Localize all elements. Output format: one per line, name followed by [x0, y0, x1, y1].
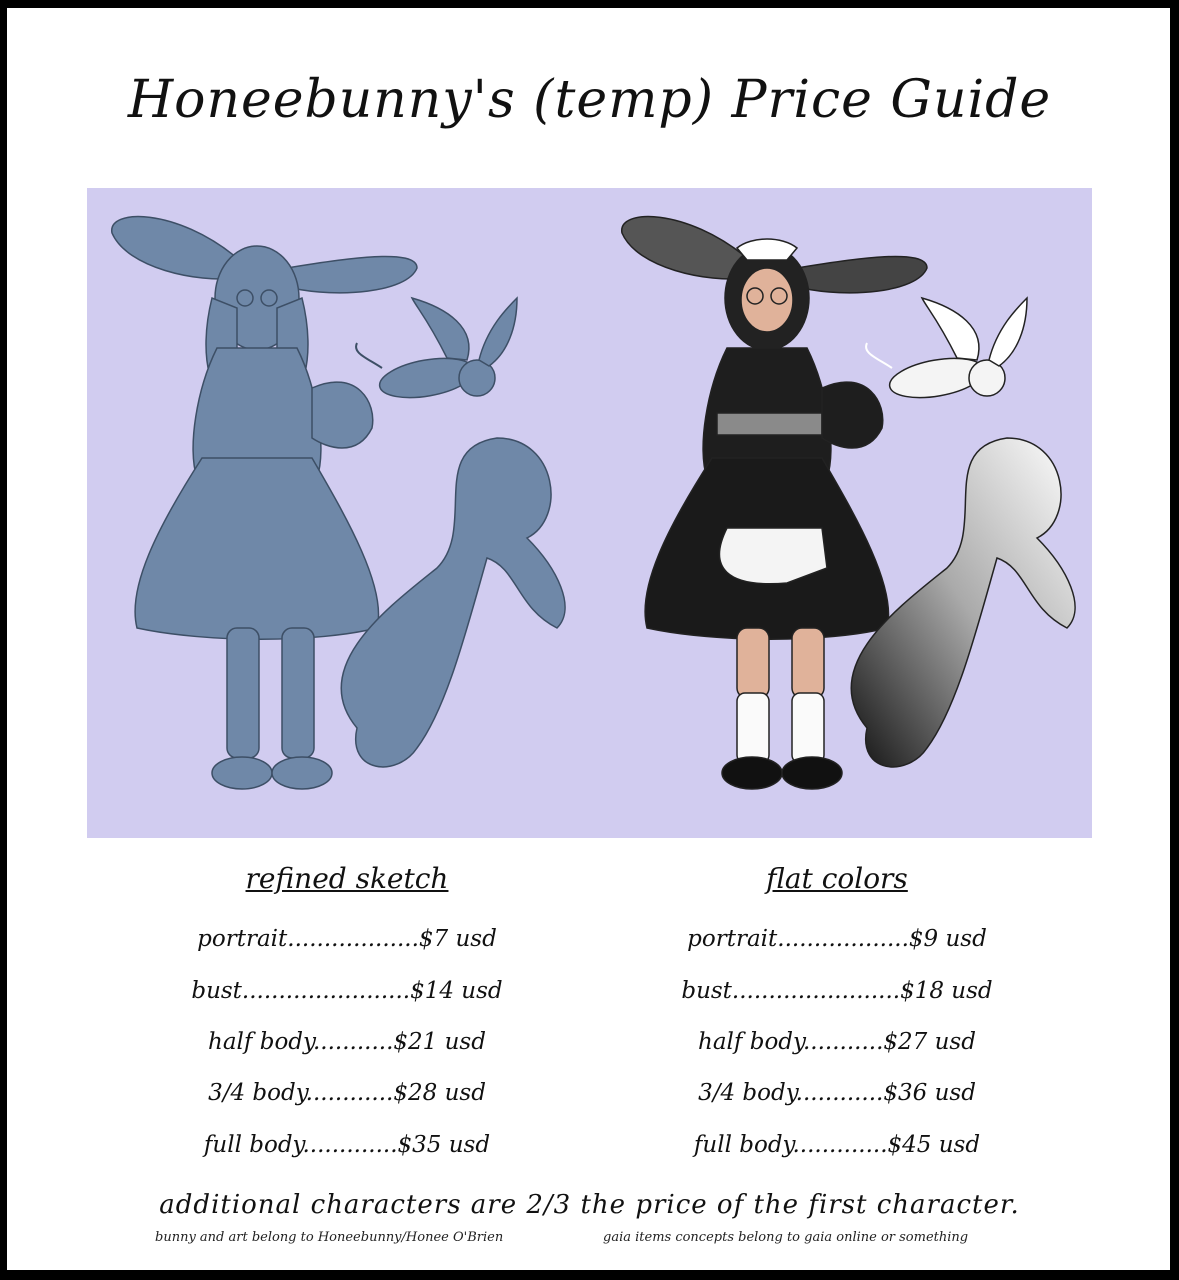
color-price-bust: bust.......................$18 usd	[681, 978, 993, 1004]
sketch-left-ear	[112, 217, 237, 279]
color-price-three-quarter-body: 3/4 body............$36 usd	[698, 1080, 976, 1106]
additional-characters-note: additional characters are 2/3 the price of the first character.	[159, 1190, 1020, 1220]
color-figure	[622, 217, 1075, 789]
character-illustration	[87, 188, 1092, 838]
sketch-right-shoe	[272, 757, 332, 789]
color-left-shoe	[722, 757, 782, 789]
gaia-credit: gaia items concepts belong to gaia online or something	[603, 1230, 969, 1245]
color-left-ear	[622, 217, 747, 279]
sketch-price-half-body: half body...........$21 usd	[208, 1029, 486, 1055]
color-price-full-body: full body.............$45 usd	[693, 1132, 981, 1158]
sketch-price-three-quarter-body: 3/4 body............$28 usd	[208, 1080, 486, 1106]
page-title: Honeebunny's (temp) Price Guide	[127, 70, 1052, 130]
sketch-creature-wing	[412, 298, 469, 360]
color-price-portrait: portrait..................$9 usd	[687, 926, 987, 952]
sketch-price-full-body: full body.............$35 usd	[203, 1132, 491, 1158]
color-right-shoe	[782, 757, 842, 789]
illustration-panel	[87, 188, 1092, 838]
sketch-price-portrait: portrait..................$7 usd	[197, 926, 497, 952]
sketch-dress	[135, 458, 378, 639]
sketch-right-ear	[287, 256, 417, 292]
color-price-half-body: half body...........$27 usd	[698, 1029, 976, 1055]
refined-sketch-heading: refined sketch	[245, 862, 449, 895]
sketch-figure	[112, 217, 565, 789]
flat-colors-heading: flat colors	[766, 862, 908, 895]
sketch-left-shoe	[212, 757, 272, 789]
sketch-price-bust: bust.......................$14 usd	[191, 978, 503, 1004]
color-creature-wing	[922, 298, 979, 360]
color-right-ear	[797, 256, 927, 292]
art-credit: bunny and art belong to Honeebunny/Honee O'Brien	[155, 1230, 504, 1245]
